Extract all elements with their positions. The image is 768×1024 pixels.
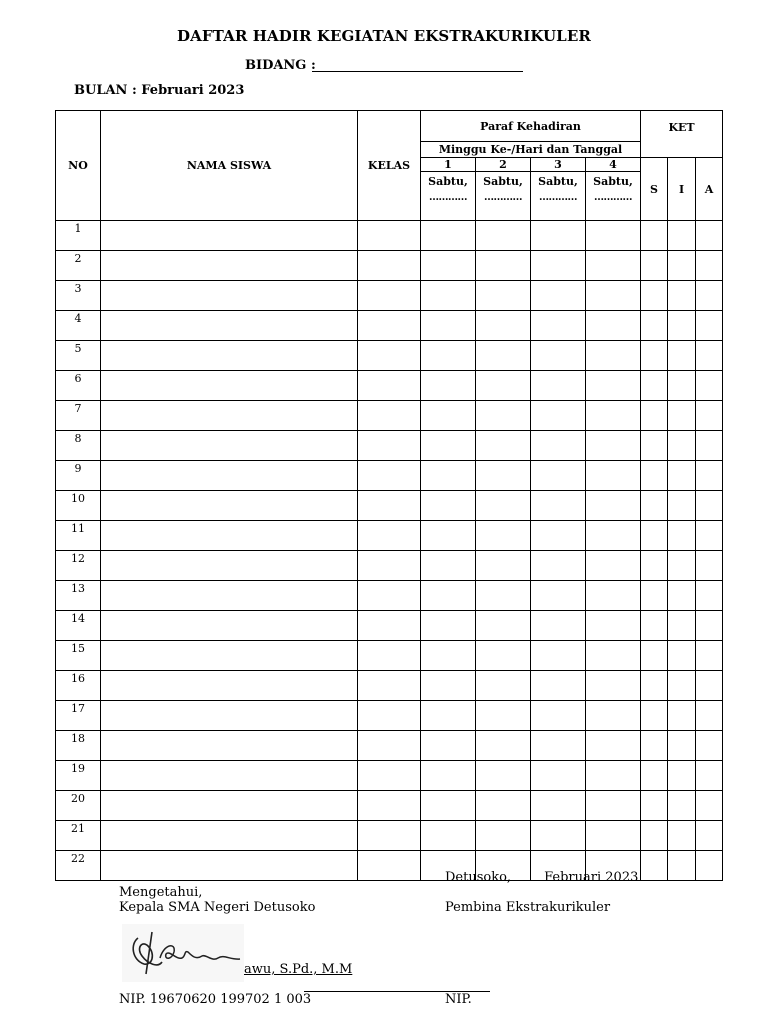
week-4-cell [586,791,641,821]
week-3-cell [531,731,586,761]
week-1-cell [421,251,476,281]
ket-i-cell [668,791,696,821]
week-date-dots: ………… [594,192,632,203]
kelas-cell [358,221,421,251]
nama-siswa-cell [101,371,358,401]
week-4-cell [586,641,641,671]
kelas-cell [358,851,421,881]
week-4-cell [586,461,641,491]
week-1-cell [421,761,476,791]
row-number: 3 [56,281,101,311]
nama-siswa-cell [101,851,358,881]
week-4-cell [586,341,641,371]
ket-s-cell [641,791,668,821]
kelas-cell [358,761,421,791]
nama-siswa-cell [101,581,358,611]
table-row [56,761,723,791]
week-3-cell [531,611,586,641]
week-2-cell [476,401,531,431]
ket-a-cell [696,791,723,821]
week-2-cell [476,551,531,581]
kepala-sekolah-name: awu, S.Pd., M.M [244,962,353,977]
row-number: 7 [56,401,101,431]
nama-siswa-cell [101,221,358,251]
week-3-cell [531,491,586,521]
week-2-cell [476,281,531,311]
ket-i-cell [668,671,696,701]
ket-i-cell [668,251,696,281]
table-row [56,551,723,581]
table-row [56,731,723,761]
table-row [56,671,723,701]
ket-i-cell [668,851,696,881]
week-1-cell [421,581,476,611]
nama-siswa-cell [101,431,358,461]
kelas-cell [358,431,421,461]
week-1-cell [421,341,476,371]
nama-siswa-cell [101,521,358,551]
kelas-cell [358,341,421,371]
row-number: 14 [56,611,101,641]
nama-siswa-cell [101,491,358,521]
row-number: 2 [56,251,101,281]
row-number: 20 [56,791,101,821]
row-number: 1 [56,221,101,251]
kelas-cell [358,371,421,401]
place-date: Detusoko, Februari 2023 [445,870,639,885]
week-4-cell [586,761,641,791]
week-2-cell [476,791,531,821]
ket-a-cell [696,341,723,371]
kelas-cell [358,401,421,431]
week-3-cell [531,701,586,731]
week-4-cell [586,731,641,761]
week-day: Sabtu, [538,175,578,188]
nama-siswa-cell [101,311,358,341]
row-number: 21 [56,821,101,851]
ket-a-cell [696,491,723,521]
week-2-cell [476,431,531,461]
week-1-cell [421,821,476,851]
week-4-cell [586,311,641,341]
week-2-cell [476,311,531,341]
week-1-cell [421,371,476,401]
nama-siswa-cell [101,731,358,761]
ket-s-cell [641,521,668,551]
week-date-dots: ………… [429,192,467,203]
week-day-cell [531,172,586,221]
week-1-cell [421,671,476,701]
header-kelas: KELAS [358,111,421,221]
ket-s: S [641,158,668,221]
ket-a-cell [696,581,723,611]
row-number: 17 [56,701,101,731]
ket-s-cell [641,491,668,521]
week-3-cell [531,821,586,851]
week-3-cell [531,371,586,401]
ket-s-cell [641,281,668,311]
ket-i-cell [668,461,696,491]
week-3-cell [531,281,586,311]
week-1-cell [421,461,476,491]
table-row [56,251,723,281]
row-number: 4 [56,311,101,341]
week-3-cell [531,401,586,431]
table-row [56,701,723,731]
week-3-cell [531,311,586,341]
week-2-cell [476,371,531,401]
week-2-cell [476,761,531,791]
week-2-cell [476,341,531,371]
ket-a-cell [696,311,723,341]
row-number: 6 [56,371,101,401]
table-row [56,581,723,611]
ket-a: A [696,158,723,221]
nama-siswa-cell [101,551,358,581]
week-4-cell [586,371,641,401]
week-day-cell [476,172,531,221]
ket-a-cell [696,221,723,251]
week-2-cell [476,641,531,671]
week-1-cell [421,521,476,551]
kelas-cell [358,551,421,581]
kelas-cell [358,821,421,851]
ket-i-cell [668,551,696,581]
ket-i-cell [668,431,696,461]
week-3-cell [531,221,586,251]
ket-i-cell [668,311,696,341]
ket-i-cell [668,341,696,371]
table-row [56,821,723,851]
week-number: 3 [531,158,586,172]
week-3-cell [531,581,586,611]
table-row [56,431,723,461]
table-row [56,521,723,551]
week-date-dots: ………… [539,192,577,203]
week-3-cell [531,251,586,281]
header-ket: KET [641,111,723,158]
kelas-cell [358,311,421,341]
table-row [56,611,723,641]
ket-s-cell [641,851,668,881]
nama-siswa-cell [101,461,358,491]
ket-a-cell [696,401,723,431]
row-number: 10 [56,491,101,521]
table-row [56,401,723,431]
header-minggu: Minggu Ke-/Hari dan Tanggal [421,142,641,158]
ket-i-cell [668,641,696,671]
ket-i-cell [668,821,696,851]
week-1-cell [421,791,476,821]
week-4-cell [586,521,641,551]
week-2-cell [476,251,531,281]
week-2-cell [476,671,531,701]
week-day-cell [421,172,476,221]
attendance-table [55,110,723,881]
kelas-cell [358,491,421,521]
week-2-cell [476,821,531,851]
row-number: 8 [56,431,101,461]
ket-i-cell [668,731,696,761]
row-number: 5 [56,341,101,371]
ket-i-cell [668,371,696,401]
week-2-cell [476,731,531,761]
table-row [56,311,723,341]
week-1-cell [421,431,476,461]
week-3-cell [531,761,586,791]
kelas-cell [358,731,421,761]
ket-i-cell [668,521,696,551]
header-no: NO [56,111,101,221]
ket-s-cell [641,611,668,641]
ket-s-cell [641,641,668,671]
ket-s-cell [641,551,668,581]
nama-siswa-cell [101,671,358,701]
kelas-cell [358,461,421,491]
kelas-cell [358,521,421,551]
week-3-cell [531,671,586,701]
nama-siswa-cell [101,641,358,671]
table-row [56,221,723,251]
week-4-cell [586,401,641,431]
pembina-label: Pembina Ekstrakurikuler [445,900,611,915]
row-number: 11 [56,521,101,551]
week-2-cell [476,521,531,551]
row-number: 18 [56,731,101,761]
ket-a-cell [696,551,723,581]
week-4-cell [586,251,641,281]
ket-a-cell [696,761,723,791]
week-3-cell [531,341,586,371]
week-4-cell [586,671,641,701]
table-row [56,281,723,311]
week-2-cell [476,461,531,491]
kelas-cell [358,251,421,281]
table-row [56,641,723,671]
row-number: 19 [56,761,101,791]
ket-s-cell [641,581,668,611]
row-number: 15 [56,641,101,671]
ket-s-cell [641,371,668,401]
ket-a-cell [696,821,723,851]
ket-a-cell [696,371,723,401]
table-row [56,461,723,491]
ket-s-cell [641,341,668,371]
ket-s-cell [641,311,668,341]
week-day: Sabtu, [593,175,633,188]
ket-s-cell [641,821,668,851]
ket-s-cell [641,251,668,281]
week-day: Sabtu, [428,175,468,188]
bidang-fill-line [312,71,523,72]
week-number: 2 [476,158,531,172]
kelas-cell [358,641,421,671]
week-2-cell [476,221,531,251]
nama-siswa-cell [101,401,358,431]
week-3-cell [531,791,586,821]
ket-a-cell [696,851,723,881]
kelas-cell [358,791,421,821]
bulan-label: BULAN : Februari 2023 [74,83,245,98]
ket-i-cell [668,221,696,251]
week-day-cell [586,172,641,221]
table-row [56,491,723,521]
pembina-nip: NIP. [445,992,472,1007]
week-4-cell [586,281,641,311]
ket-i-cell [668,491,696,521]
week-1-cell [421,611,476,641]
row-number: 16 [56,671,101,701]
ket-i-cell [668,281,696,311]
ket-a-cell [696,671,723,701]
row-number: 13 [56,581,101,611]
row-number: 9 [56,461,101,491]
week-1-cell [421,551,476,581]
header-paraf-kehadiran: Paraf Kehadiran [421,111,641,142]
nama-siswa-cell [101,701,358,731]
kepala-nip: NIP. 19670620 199702 1 003 [119,992,312,1007]
row-number: 12 [56,551,101,581]
ket-s-cell [641,701,668,731]
week-2-cell [476,491,531,521]
ket-a-cell [696,731,723,761]
nama-siswa-cell [101,821,358,851]
week-2-cell [476,581,531,611]
kepala-sekolah-label: Kepala SMA Negeri Detusoko [119,900,316,915]
nama-siswa-cell [101,611,358,641]
ket-a-cell [696,521,723,551]
week-4-cell [586,581,641,611]
ket-i: I [668,158,696,221]
week-number: 1 [421,158,476,172]
ket-a-cell [696,281,723,311]
ket-s-cell [641,401,668,431]
ket-s-cell [641,221,668,251]
week-3-cell [531,431,586,461]
ket-i-cell [668,761,696,791]
week-4-cell [586,491,641,521]
bidang-label: BIDANG : [245,58,316,73]
week-4-cell [586,701,641,731]
week-3-cell [531,521,586,551]
ket-s-cell [641,431,668,461]
ket-s-cell [641,461,668,491]
week-1-cell [421,221,476,251]
week-4-cell [586,551,641,581]
ket-a-cell [696,641,723,671]
week-number: 4 [586,158,641,172]
signature-image [122,924,244,982]
kelas-cell [358,281,421,311]
week-1-cell [421,701,476,731]
week-1-cell [421,641,476,671]
ket-a-cell [696,431,723,461]
mengetahui-label: Mengetahui, [119,885,203,900]
week-2-cell [476,611,531,641]
nama-siswa-cell [101,251,358,281]
week-4-cell [586,611,641,641]
ket-a-cell [696,611,723,641]
ket-i-cell [668,611,696,641]
week-1-cell [421,281,476,311]
ket-i-cell [668,701,696,731]
week-4-cell [586,431,641,461]
kelas-cell [358,671,421,701]
nama-siswa-cell [101,341,358,371]
week-1-cell [421,401,476,431]
week-3-cell [531,551,586,581]
ket-a-cell [696,461,723,491]
ket-a-cell [696,701,723,731]
ket-a-cell [696,251,723,281]
week-date-dots: ………… [484,192,522,203]
ket-s-cell [641,671,668,701]
week-4-cell [586,821,641,851]
nama-siswa-cell [101,761,358,791]
week-1-cell [421,491,476,521]
week-1-cell [421,731,476,761]
kelas-cell [358,581,421,611]
week-3-cell [531,461,586,491]
ket-s-cell [641,761,668,791]
nama-siswa-cell [101,281,358,311]
ket-s-cell [641,731,668,761]
week-3-cell [531,641,586,671]
document-title: DAFTAR HADIR KEGIATAN EKSTRAKURIKULER [177,27,591,45]
table-row [56,791,723,821]
week-1-cell [421,311,476,341]
header-nama-siswa: NAMA SISWA [101,111,358,221]
kelas-cell [358,701,421,731]
table-row [56,341,723,371]
ket-i-cell [668,401,696,431]
nama-siswa-cell [101,791,358,821]
week-4-cell [586,221,641,251]
kelas-cell [358,611,421,641]
ket-i-cell [668,581,696,611]
table-row [56,371,723,401]
week-2-cell [476,701,531,731]
row-number: 22 [56,851,101,881]
week-day: Sabtu, [483,175,523,188]
